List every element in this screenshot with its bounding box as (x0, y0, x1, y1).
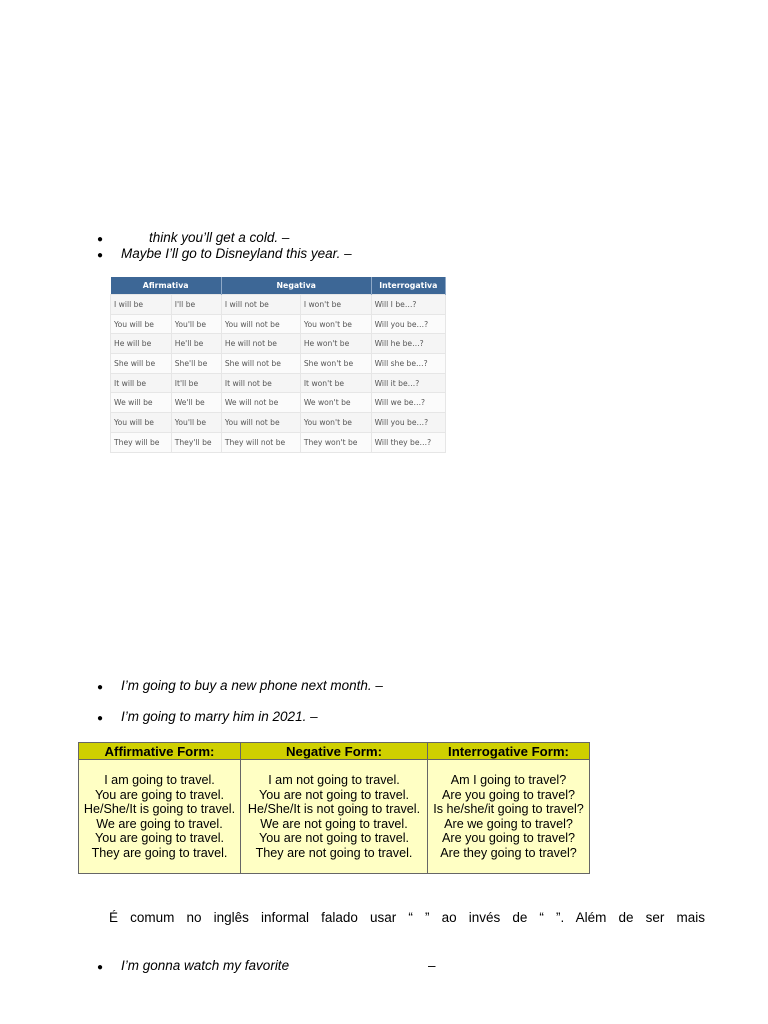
table-cell: He will not be (221, 334, 300, 354)
table-cell: They will be (111, 432, 172, 452)
form-line: You are not going to travel. (258, 831, 410, 846)
bullet-text-4: I’m going to marry him in 2021. – (121, 709, 318, 724)
table-cell: You won't be (300, 314, 371, 334)
table-row (111, 295, 446, 315)
table-cell: It will be (111, 373, 172, 393)
header-afirmativa: Afirmativa (111, 277, 222, 295)
form-line: Are we going to travel? (444, 816, 573, 831)
table-cell: You won't be (300, 413, 371, 433)
bullet-icon: ● (97, 713, 104, 724)
table-cell: You will not be (221, 413, 300, 433)
table-cell: He'll be (171, 334, 221, 354)
table-cell: You will be (111, 413, 172, 433)
table-cell: It won't be (300, 373, 371, 393)
table-cell: Will he be…? (371, 334, 445, 354)
form-line: He/She/It is not going to travel. (247, 802, 421, 817)
table-cell: Will they be…? (371, 432, 445, 452)
table-cell: You'll be (171, 314, 221, 334)
table-cell: I won't be (300, 295, 371, 315)
table-cell: It'll be (171, 373, 221, 393)
table-row (111, 413, 446, 433)
table-cell: Will she be…? (371, 354, 445, 374)
table-cell: He won't be (300, 334, 371, 354)
form-line: Are they going to travel? (440, 845, 577, 860)
table-cell: I'll be (171, 295, 221, 315)
table-cell: Will you be…? (371, 314, 445, 334)
bullet-text-2: Maybe I’ll go to Disneyland this year. – (121, 246, 352, 261)
bullet-icon: ● (97, 682, 104, 693)
table-cell: We won't be (300, 393, 371, 413)
table-cell: He will be (111, 334, 172, 354)
table-cell: You will not be (221, 314, 300, 334)
form-line: You are not going to travel. (258, 787, 410, 802)
table-cell: They won't be (300, 432, 371, 452)
bullet-text-1: think you’ll get a cold. – (149, 230, 290, 245)
form-column-cell (79, 760, 241, 874)
bullet-icon: ● (97, 962, 104, 973)
form-line: He/She/It is going to travel. (83, 802, 236, 817)
table-row (111, 354, 446, 374)
form-line: Are you going to travel? (441, 787, 575, 802)
bullet-text-5: I’m gonna watch my favorite (121, 958, 290, 973)
table-cell: Will I be…? (371, 295, 445, 315)
table-cell: I will be (111, 295, 172, 315)
form-column-cell (241, 760, 428, 874)
table-cell: Will you be…? (371, 413, 445, 433)
table-cell: We will not be (221, 393, 300, 413)
form-line: You are going to travel. (94, 831, 225, 846)
table-cell: I will not be (221, 295, 300, 315)
table-cell: They will not be (221, 432, 300, 452)
header-negativa: Negativa (221, 277, 371, 295)
paragraph-text: É comum no inglês informal falado usar “ ” ao invés de “ ”. Além de ser mais (109, 910, 705, 925)
form-line: They are not going to travel. (255, 845, 413, 860)
form-line: They are going to travel. (91, 845, 228, 860)
bullet-text-3: I’m going to buy a new phone next month. – (121, 678, 383, 693)
bullet-icon: ● (97, 250, 104, 261)
table-cell: She won't be (300, 354, 371, 374)
form-line: We are not going to travel. (260, 816, 408, 831)
table-cell: She will not be (221, 354, 300, 374)
table-cell: She'll be (171, 354, 221, 374)
table-cell: They'll be (171, 432, 221, 452)
will-conjugation-table (110, 277, 446, 453)
table-cell: She will be (111, 354, 172, 374)
table-row (111, 314, 446, 334)
table-cell: We will be (111, 393, 172, 413)
bullet-dash: – (428, 958, 436, 973)
header-negative: Negative Form: (241, 743, 428, 760)
going-to-table (78, 742, 590, 874)
form-line: Is he/she/it going to travel? (433, 802, 584, 817)
form-line: Am I going to travel? (450, 773, 567, 787)
form-line: We are going to travel. (96, 816, 223, 831)
form-line: I am going to travel. (104, 773, 215, 787)
form-line: I am not going to travel. (268, 773, 400, 787)
table-row (111, 393, 446, 413)
header-interrogative: Interrogative Form: (428, 743, 590, 760)
bullet-icon: ● (97, 234, 104, 245)
header-affirmative: Affirmative Form: (79, 743, 241, 760)
header-interrogativa: Interrogativa (371, 277, 445, 295)
table-cell: We'll be (171, 393, 221, 413)
table-cell: Will we be…? (371, 393, 445, 413)
table-cell: It will not be (221, 373, 300, 393)
table-row (111, 334, 446, 354)
form-line: You are going to travel. (94, 787, 225, 802)
table-cell: You'll be (171, 413, 221, 433)
form-line: Are you going to travel? (441, 831, 575, 846)
form-column-cell (428, 760, 590, 874)
table-row (111, 373, 446, 393)
table-cell: You will be (111, 314, 172, 334)
table-cell: Will it be…? (371, 373, 445, 393)
table-row (111, 432, 446, 452)
